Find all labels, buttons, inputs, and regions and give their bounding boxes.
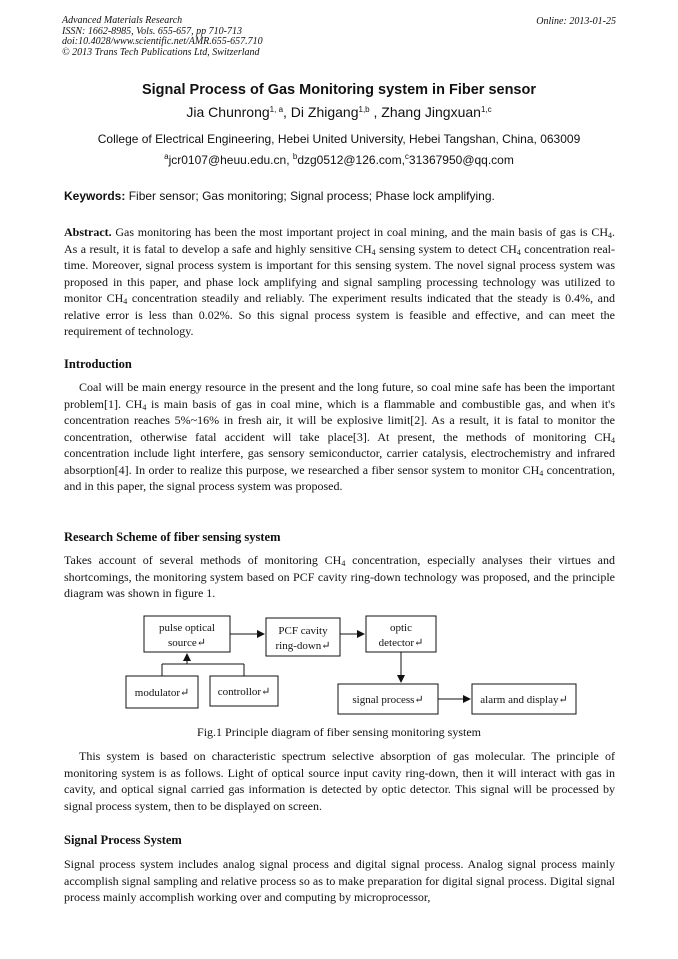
abstract — [64, 224, 615, 340]
keywords-label: Keywords: — [64, 189, 126, 203]
author-name: Di Zhigang — [290, 104, 359, 120]
section-heading-research-scheme: Research Scheme of fiber sensing system — [64, 530, 281, 544]
subscript: 4 — [608, 231, 612, 240]
abstract-text: sensing system to detect CH — [375, 241, 517, 256]
subscript: 4 — [611, 435, 615, 445]
controller-label: controllor↵ — [217, 686, 271, 698]
email-sup: a — [164, 152, 169, 161]
scheme-text: Takes account of several methods of monitoring CH — [64, 553, 342, 567]
author-sup: 1,b — [358, 105, 370, 114]
author-sup: 1, a — [269, 105, 284, 114]
subscript: 4 — [516, 247, 521, 257]
subscript: 4 — [142, 402, 147, 412]
abstract-text: Gas monitoring has been the most important project in coal mining, and the main basis of gas is CH — [111, 225, 608, 239]
keywords — [64, 189, 495, 203]
section-heading-signal-process: Signal Process System — [64, 833, 182, 847]
optic-label-1: optic — [390, 622, 412, 634]
author-sup: 1,c — [480, 105, 492, 114]
email-address: dzg0512@126.com — [297, 153, 402, 167]
figure-caption: Fig.1 Principle diagram of fiber sensing monitoring system — [197, 725, 481, 739]
email-sup: c — [404, 152, 409, 161]
principle-diagram — [120, 612, 590, 722]
pulse-label-2: source↵ — [168, 637, 206, 649]
subscript: 4 — [341, 559, 346, 568]
author-name: Zhang Jingxuan — [381, 104, 481, 120]
pulse-label-1: pulse optical — [159, 622, 215, 634]
email-sup: b — [292, 152, 298, 161]
system-paragraph: This system is based on characteristic spectrum selective absorption of gas molecular. The principle of monitoring system is as follows. Light of optical source input cavity ring-down, then it will interact with gas in cavity, and optical signal carried gas information is detected by optic detector. This signal will be processed by signal process system, then to be displayed on screen. — [64, 749, 615, 813]
subscript: 4 — [539, 468, 544, 478]
abstract-text: concentration real-time. Moreover, signal process system is important for this sensing system. The novel signal process system was proposed in this paper, and phase lock amplifying and signal sampling processing technology was utilized to monitor CH — [64, 241, 616, 305]
pcf-label-1: PCF cavity — [278, 625, 328, 637]
email-address: jcr0107@heuu.edu.cn — [168, 153, 287, 167]
intro-text: concentration include light interfere, gas sensory semiconductor, carrier catalysis, electrochemistry and infrared absorption[4]. In order to realize this purpose, we researched a fiber sensor system to monitor CH — [64, 446, 615, 477]
subscript: 4 — [371, 247, 376, 257]
online-date: Online: 2013-01-25 — [536, 16, 616, 27]
author-name: Jia Chunrong — [186, 104, 270, 120]
email-address: 31367950@qq.com — [408, 153, 514, 167]
subscript: 4 — [123, 297, 128, 306]
alarm-display-label: alarm and display↵ — [480, 694, 568, 706]
signal-process-paragraph: Signal process system includes analog signal process and digital signal process. Analog signal process mainly accomplish signal sampling and relative process so as to make preparation for digital signal process. Digital signal process mainly accomplish working over and computing by microprocessor, — [64, 857, 615, 904]
intro-text: concentration, and in this paper, the signal process system was proposed. — [64, 462, 615, 493]
scheme-text: concentration, especially analyses their virtues and shortcomings, the monitoring system based on PCF cavity ring-down technology was proposed, and the principle diagram was shown in figure 1. — [64, 553, 615, 600]
abstract-text: . As a result, it is fatal to develop a safe and highly sensitive CH — [64, 225, 615, 256]
intro-text: is main basis of gas in coal mine, which is a flammable and combustible gas, and when it's concentration reaches 5%~16% in fresh air, it will be explosive limit[2]. As a result, it is fatal to monitor the concentration, otherwise fatal accident will take place[3]. At present, the methods of monitoring CH — [64, 396, 615, 444]
introduction-paragraph — [64, 379, 615, 495]
affiliation: College of Electrical Engineering, Hebei United University, Hebei Tangshan, China, 063009 — [97, 132, 581, 146]
copyright-line: © 2013 Trans Tech Publications Ltd, Switzerland — [62, 46, 260, 58]
modulator-label: modulator↵ — [134, 687, 190, 699]
pcf-label-2: ring-down↵ — [275, 640, 331, 652]
abstract-text: concentration steadily and reliably. The experiment results indicated that the steady is 0.4%, and relative error is less than 0.02%. So this signal process system is feasible and effective, and can meet the requirement of technology. — [64, 291, 615, 338]
author-line: Jia Chunrong$^{1, a}$, Di Zhigang$^{1,b}$ , Zhang Jingxuan$^{1,c}$ — [186, 104, 492, 120]
signal-process-label: signal process↵ — [352, 694, 424, 706]
doi-line: doi:10.4028/www.scientific.net/AMR.655-657.710 — [62, 36, 263, 47]
email-line: $^a$jcr0107@heuu.edu.cn, $^b$dzg0512@126.com,$^c$31367950@qq.com — [164, 152, 514, 167]
journal-name: Advanced Materials Research — [62, 15, 183, 26]
paper-title: Signal Process of Gas Monitoring system in Fiber sensor — [141, 82, 536, 98]
running-header — [62, 16, 263, 58]
optic-label-2: detector↵ — [378, 637, 424, 649]
intro-text: Coal will be main energy resource in the present and the long future, so coal mine safe has been the important problem[1]. CH — [64, 380, 615, 411]
issn-line: ISSN: 1662-8985, Vols. 655-657, pp 710-713 — [62, 25, 242, 37]
abstract-label: Abstract. — [64, 225, 112, 239]
keywords-text: Fiber sensor; Gas monitoring; Signal process; Phase lock amplifying. — [128, 189, 495, 203]
scheme-paragraph — [64, 552, 615, 602]
section-heading-introduction: Introduction — [64, 357, 132, 371]
